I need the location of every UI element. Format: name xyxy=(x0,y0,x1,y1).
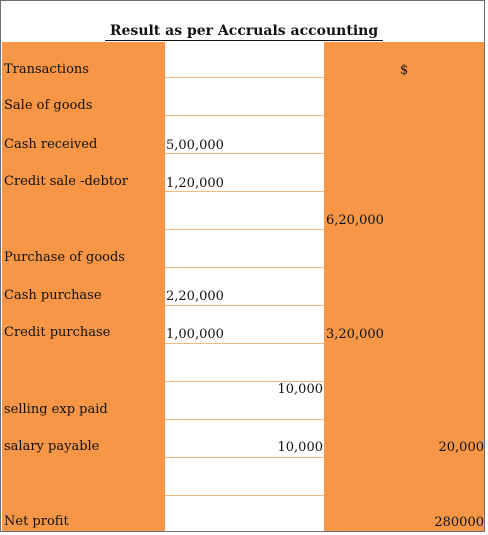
purchase-total[interactable]: 3,20,000 xyxy=(326,327,384,342)
row-divider xyxy=(165,495,324,496)
salary-payable-amount[interactable]: 10,000 xyxy=(277,440,323,455)
transactions-label[interactable]: Transactions xyxy=(4,62,89,77)
cash-purchase-label[interactable]: Cash purchase xyxy=(4,288,102,303)
selling-exp-amount[interactable]: 10,000 xyxy=(277,382,323,397)
credit-purchase-label[interactable]: Credit purchase xyxy=(4,325,111,340)
sales-total[interactable]: 6,20,000 xyxy=(326,213,384,228)
row-divider xyxy=(165,305,324,306)
expenses-total[interactable]: 20,000 xyxy=(438,440,484,455)
label-column-fill xyxy=(2,42,165,531)
net-profit-label[interactable]: Net profit xyxy=(4,514,69,529)
cash-received-label[interactable]: Cash received xyxy=(4,137,98,152)
row-divider xyxy=(165,343,324,344)
row-divider xyxy=(165,419,324,420)
cash-received-amount[interactable]: 5,00,000 xyxy=(166,138,224,153)
sheet-title: Result as per Accruals accounting xyxy=(105,22,383,41)
selling-exp-label[interactable]: selling exp paid xyxy=(4,402,108,417)
row-divider xyxy=(165,457,324,458)
row-divider xyxy=(165,267,324,268)
row-divider xyxy=(165,229,324,230)
credit-sale-amount[interactable]: 1,20,000 xyxy=(166,176,224,191)
credit-purchase-amount[interactable]: 1,00,000 xyxy=(166,327,224,342)
sale-of-goods-label[interactable]: Sale of goods xyxy=(4,98,93,113)
net-profit-amount[interactable]: 280000 xyxy=(434,515,484,530)
purchase-of-goods-label[interactable]: Purchase of goods xyxy=(4,250,125,265)
credit-sale-label[interactable]: Credit sale -debtor xyxy=(4,174,129,189)
cash-purchase-amount[interactable]: 2,20,000 xyxy=(166,289,224,304)
salary-payable-label[interactable]: salary payable xyxy=(4,439,100,454)
row-divider xyxy=(165,77,324,78)
currency-symbol[interactable]: $ xyxy=(400,63,409,78)
total-column-fill xyxy=(324,42,484,531)
row-divider xyxy=(165,115,324,116)
